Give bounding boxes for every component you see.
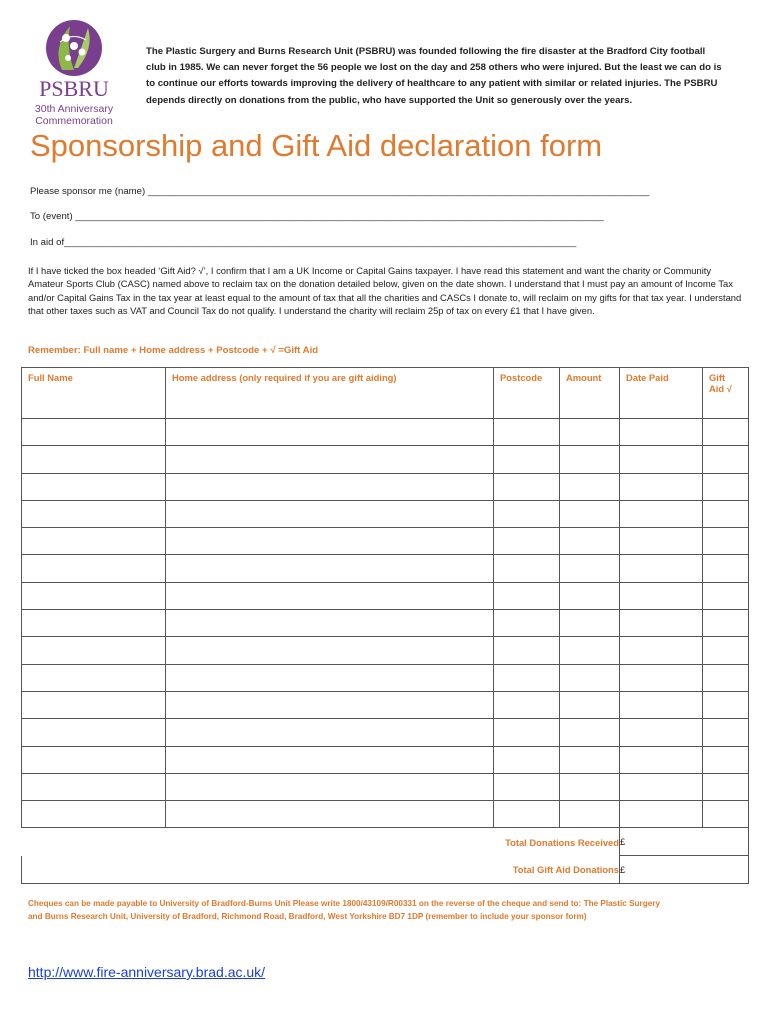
- postcode-cell[interactable]: [494, 637, 560, 664]
- address-cell[interactable]: [166, 528, 494, 555]
- table-header-row: [22, 368, 749, 419]
- postcode-cell[interactable]: [494, 610, 560, 637]
- amount-cell[interactable]: [560, 610, 620, 637]
- name-cell[interactable]: [22, 555, 166, 582]
- postcode-cell[interactable]: [494, 801, 560, 828]
- in-aid-of-field[interactable]: In aid of________________________________________________________________________________________________: [30, 237, 577, 248]
- gift-aid-cell[interactable]: [703, 555, 749, 582]
- postcode-cell[interactable]: [494, 691, 560, 718]
- table-row: [22, 446, 749, 473]
- lily-emblem-icon: [22, 18, 127, 128]
- gift-aid-cell[interactable]: [703, 419, 749, 446]
- postcode-cell[interactable]: [494, 500, 560, 527]
- amount-cell[interactable]: [560, 801, 620, 828]
- address-cell[interactable]: [166, 555, 494, 582]
- remember-note: Remember: Full name + Home address + Postcode + √ =Gift Aid: [28, 345, 319, 356]
- date-cell[interactable]: [620, 773, 703, 800]
- amount-cell[interactable]: [560, 555, 620, 582]
- date-cell[interactable]: [620, 746, 703, 773]
- gift-aid-cell[interactable]: [703, 528, 749, 555]
- website-link[interactable]: http://www.fire-anniversary.brad.ac.uk/: [28, 964, 266, 980]
- postcode-cell[interactable]: [494, 719, 560, 746]
- postcode-cell[interactable]: [494, 473, 560, 500]
- gift-aid-statement: If I have ticked the box headed ‘Gift Aid? √’, I confirm that I am a UK Income or Capital Gains taxpayer. I have read this statement and want the charity or Community Amateur Sports Club (CASC) named above to reclaim tax on the donation detailed below, given on the date shown. I understand that I must pay an amount of Income Tax and/or Capital Gains Tax in the tax year at least equal to the amount of tax that all the charities and CASCs I donate to, will reclaim on my gifts for that tax year. I understand that other taxes such as VAT and Council Tax do not qualify. I understand the charity will reclaim 25p of tax on every £1 that I have given.: [28, 265, 742, 317]
- address-cell[interactable]: [166, 801, 494, 828]
- gift-aid-cell[interactable]: [703, 719, 749, 746]
- address-cell[interactable]: [166, 719, 494, 746]
- gift-aid-cell[interactable]: [703, 446, 749, 473]
- gift-aid-cell[interactable]: [703, 746, 749, 773]
- gift-aid-cell[interactable]: [703, 610, 749, 637]
- col-full-name: Full Name: [22, 368, 166, 419]
- logo-tagline-1: 30th Anniversary: [34, 103, 114, 115]
- col-home-address: Home address (only required if you are gift aiding): [166, 368, 494, 419]
- amount-cell[interactable]: [560, 691, 620, 718]
- name-cell[interactable]: [22, 801, 166, 828]
- date-cell[interactable]: [620, 664, 703, 691]
- gift-aid-cell[interactable]: [703, 801, 749, 828]
- name-cell[interactable]: [22, 528, 166, 555]
- logo-tagline-2: Commemoration: [35, 115, 113, 127]
- address-cell[interactable]: [166, 500, 494, 527]
- date-cell[interactable]: [620, 610, 703, 637]
- date-cell[interactable]: [620, 719, 703, 746]
- table-row: [22, 719, 749, 746]
- sponsor-table: [21, 367, 749, 884]
- name-cell[interactable]: [22, 500, 166, 527]
- date-cell[interactable]: [620, 528, 703, 555]
- event-field[interactable]: To (event) ___________________________________________________________________________________________________: [30, 211, 604, 222]
- amount-cell[interactable]: [560, 746, 620, 773]
- amount-cell[interactable]: [560, 473, 620, 500]
- amount-cell[interactable]: [560, 500, 620, 527]
- amount-cell[interactable]: [560, 446, 620, 473]
- address-cell[interactable]: [166, 773, 494, 800]
- address-cell[interactable]: [166, 582, 494, 609]
- name-cell[interactable]: [22, 582, 166, 609]
- psbru-logo: [22, 18, 127, 128]
- col-postcode: Postcode: [494, 368, 560, 419]
- postcode-cell[interactable]: [494, 555, 560, 582]
- page-title: Sponsorship and Gift Aid declaration form: [30, 128, 603, 163]
- date-cell[interactable]: [620, 500, 703, 527]
- postcode-cell[interactable]: [494, 664, 560, 691]
- intro-paragraph: The Plastic Surgery and Burns Research Unit (PSBRU) was founded following the fire disaster at the Bradford City football club in 1985. We can never forget the 56 people we lost on the day and 258 others who were injured. But the least we can do is to continue our efforts towards improving the delivery of healthcare to any patient with similar or related injuries. The PSBRU depends directly on donations from the public, who have supported the Unit so generously over the years.: [146, 46, 722, 106]
- table-row: [22, 773, 749, 800]
- name-cell[interactable]: [22, 664, 166, 691]
- date-cell[interactable]: [620, 637, 703, 664]
- gift-aid-cell[interactable]: [703, 773, 749, 800]
- name-cell[interactable]: [22, 746, 166, 773]
- date-cell[interactable]: [620, 473, 703, 500]
- postcode-cell[interactable]: [494, 528, 560, 555]
- total-gift-aid-label: Total Gift Aid Donations: [22, 856, 620, 884]
- name-cell[interactable]: [22, 773, 166, 800]
- table-row: [22, 582, 749, 609]
- gift-aid-cell[interactable]: [703, 691, 749, 718]
- amount-cell[interactable]: [560, 773, 620, 800]
- table-row: [22, 500, 749, 527]
- postcode-cell[interactable]: [494, 446, 560, 473]
- name-cell[interactable]: [22, 610, 166, 637]
- date-cell[interactable]: [620, 801, 703, 828]
- postcode-cell[interactable]: [494, 746, 560, 773]
- name-cell[interactable]: [22, 691, 166, 718]
- total-donations-row: [22, 828, 749, 856]
- date-cell[interactable]: [620, 582, 703, 609]
- name-cell[interactable]: [22, 473, 166, 500]
- table-row: [22, 555, 749, 582]
- gift-aid-cell[interactable]: [703, 500, 749, 527]
- date-cell[interactable]: [620, 555, 703, 582]
- table-row: [22, 691, 749, 718]
- logo-brand: PSBRU: [39, 76, 109, 101]
- address-cell[interactable]: [166, 664, 494, 691]
- address-cell[interactable]: [166, 473, 494, 500]
- address-cell[interactable]: [166, 746, 494, 773]
- col-gift-aid: Gift Aid √: [703, 368, 749, 419]
- postcode-cell[interactable]: [494, 419, 560, 446]
- table-row: [22, 610, 749, 637]
- address-cell[interactable]: [166, 691, 494, 718]
- amount-cell[interactable]: [560, 582, 620, 609]
- total-donations-label: Total Donations Received: [22, 828, 620, 856]
- gift-aid-cell[interactable]: [703, 582, 749, 609]
- cheques-note: Cheques can be made payable to University of Bradford-Burns Unit Please write 1800/43109/R00331 on the reverse of the cheque and send to: The Plastic Surgery and Burns Research Unit, University of Bradford, Richmond Road, Bradford, West Yorkshire BD7 1DP (remember to include your sponsor form): [28, 899, 661, 921]
- address-cell[interactable]: [166, 419, 494, 446]
- total-donations-value[interactable]: £: [620, 828, 749, 856]
- name-cell[interactable]: [22, 446, 166, 473]
- col-amount: Amount: [560, 368, 620, 419]
- date-cell[interactable]: [620, 446, 703, 473]
- amount-cell[interactable]: [560, 419, 620, 446]
- total-gift-aid-row: [22, 856, 749, 884]
- amount-cell[interactable]: [560, 637, 620, 664]
- postcode-cell[interactable]: [494, 582, 560, 609]
- total-gift-aid-value[interactable]: £: [620, 856, 749, 884]
- address-cell[interactable]: [166, 637, 494, 664]
- table-row: [22, 801, 749, 828]
- table-row: [22, 746, 749, 773]
- col-date-paid: Date Paid: [620, 368, 703, 419]
- gift-aid-cell[interactable]: [703, 637, 749, 664]
- name-cell[interactable]: [22, 419, 166, 446]
- date-cell[interactable]: [620, 419, 703, 446]
- address-cell[interactable]: [166, 610, 494, 637]
- table-row: [22, 473, 749, 500]
- sponsor-name-field[interactable]: Please sponsor me (name) ______________________________________________________________________________________________: [30, 186, 650, 197]
- date-cell[interactable]: [620, 691, 703, 718]
- address-cell[interactable]: [166, 446, 494, 473]
- amount-cell[interactable]: [560, 719, 620, 746]
- name-cell[interactable]: [22, 719, 166, 746]
- amount-cell[interactable]: [560, 664, 620, 691]
- gift-aid-cell[interactable]: [703, 664, 749, 691]
- name-cell[interactable]: [22, 637, 166, 664]
- table-row: [22, 419, 749, 446]
- table-row: [22, 528, 749, 555]
- gift-aid-cell[interactable]: [703, 473, 749, 500]
- postcode-cell[interactable]: [494, 773, 560, 800]
- table-row: [22, 637, 749, 664]
- table-row: [22, 664, 749, 691]
- amount-cell[interactable]: [560, 528, 620, 555]
